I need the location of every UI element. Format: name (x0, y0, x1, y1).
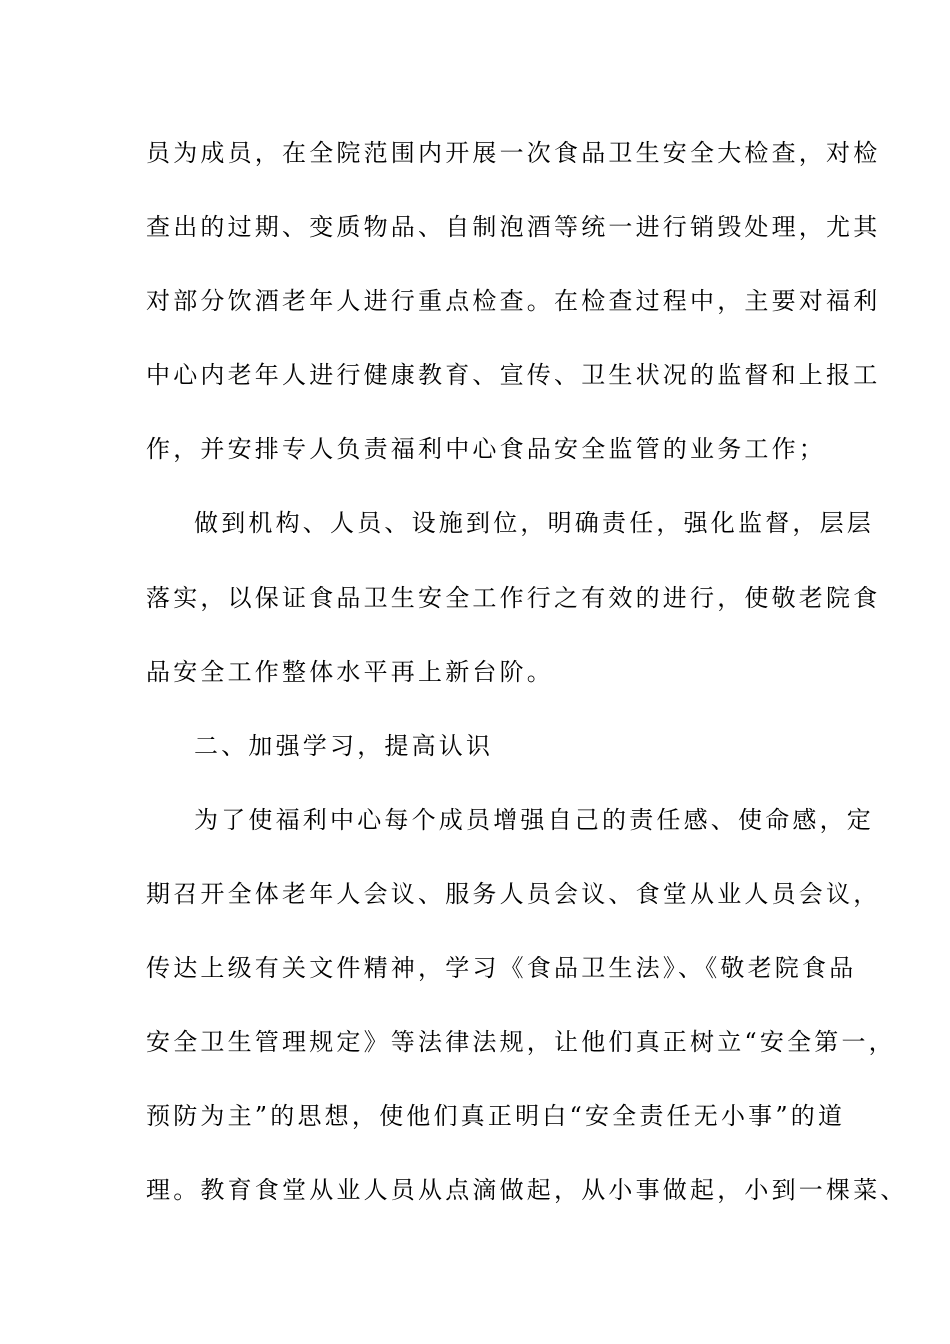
text-line-13: 安全卫生管理规定》等法律法规，让他们真正树立“安全第一， (146, 1028, 896, 1056)
text-line-3: 对部分饮酒老年人进行重点检查。在检查过程中，主要对福利 (146, 287, 881, 315)
text-line-5: 作，并安排专人负责福利中心食品安全监管的业务工作； (146, 435, 826, 463)
text-line-15: 理。教育食堂从业人员从点滴做起，从小事做起，小到一棵菜、 (146, 1176, 908, 1204)
text-line-11: 期召开全体老年人会议、服务人员会议、食堂从业人员会议， (146, 880, 881, 908)
text-line-4: 中心内老年人进行健康教育、宣传、卫生状况的监督和上报工 (146, 361, 881, 389)
text-line-8: 品安全工作整体水平再上新台阶。 (146, 658, 554, 686)
text-line-14: 预防为主”的思想，使他们真正明白“安全责任无小事”的道 (146, 1102, 846, 1130)
text-line-1: 员为成员，在全院范围内开展一次食品卫生安全大检查，对检 (146, 139, 881, 167)
text-line-2: 查出的过期、变质物品、自制泡酒等统一进行销毁处理，尤其 (146, 213, 881, 241)
text-line-7: 落实，以保证食品卫生安全工作行之有效的进行，使敬老院食 (146, 584, 881, 612)
paragraph-start-line: 为了使福利中心每个成员增强自己的责任感、使命感，定 (194, 806, 874, 834)
text-line-12: 传达上级有关文件精神，学习《食品卫生法》、《敬老院食品 (146, 954, 857, 982)
section-heading: 二、加强学习，提高认识 (194, 732, 494, 760)
paragraph-start-line: 做到机构、人员、设施到位，明确责任，强化监督，层层 (194, 509, 874, 537)
